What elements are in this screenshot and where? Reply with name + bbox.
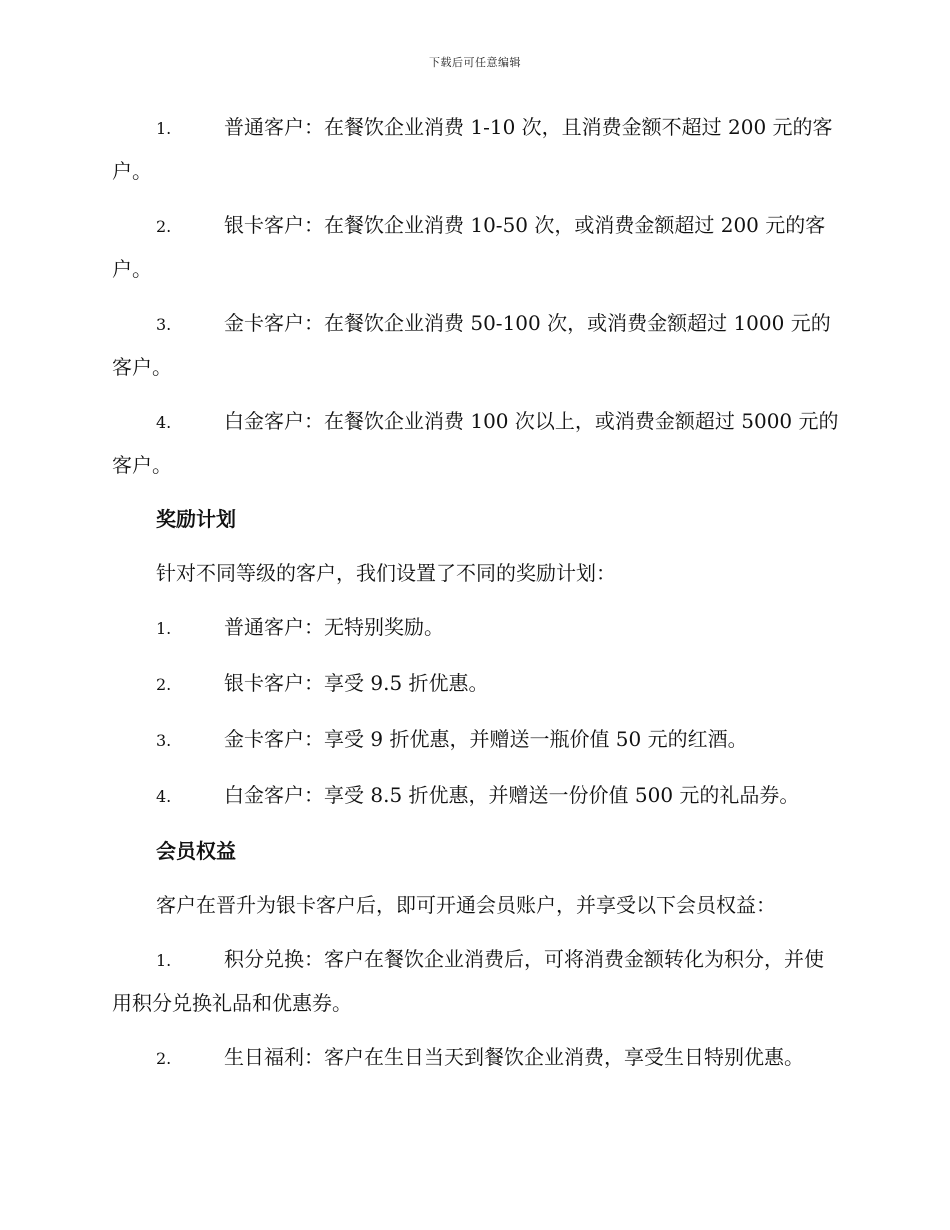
- benefit-item-1: [112, 938, 842, 1024]
- list-number: 2.: [156, 217, 172, 236]
- list-text: 银卡客户：享受 9.5 折优惠。: [224, 671, 489, 695]
- list-text: 积分兑换：客户在餐饮企业消费后，可将消费金额转化为积分，并使用积分兑换礼品和优惠券。: [112, 947, 824, 1015]
- tier-item-3: [112, 302, 842, 388]
- list-text: 白金客户：在餐饮企业消费 100 次以上，或消费金额超过 5000 元的客户。: [112, 409, 839, 477]
- list-text: 金卡客户：在餐饮企业消费 50-100 次，或消费金额超过 1000 元的客户。: [112, 311, 831, 379]
- reward-item-1: [112, 606, 842, 650]
- page-header: 下载后可任意编辑: [429, 56, 521, 69]
- list-text: 银卡客户：在餐饮企业消费 10-50 次，或消费金额超过 200 元的客户。: [112, 213, 826, 281]
- rewards-heading: 奖励计划: [156, 507, 236, 531]
- list-text: 生日福利：客户在生日当天到餐饮企业消费，享受生日特别优惠。: [224, 1045, 804, 1069]
- list-number: 3.: [156, 731, 172, 750]
- list-text: 普通客户：在餐饮企业消费 1-10 次，且消费金额不超过 200 元的客户。: [112, 115, 833, 183]
- list-number: 4.: [156, 413, 172, 432]
- list-text: 白金客户：享受 8.5 折优惠，并赠送一份价值 500 元的礼品券。: [224, 783, 800, 807]
- benefits-intro: 客户在晋升为银卡客户后，即可开通会员账户，并享受以下会员权益：: [156, 893, 776, 917]
- tier-item-1: [112, 106, 842, 192]
- list-number: 4.: [156, 787, 172, 806]
- list-number: 1.: [156, 619, 172, 638]
- list-text: 金卡客户：享受 9 折优惠，并赠送一瓶价值 50 元的红酒。: [224, 727, 748, 751]
- rewards-intro: 针对不同等级的客户，我们设置了不同的奖励计划：: [156, 561, 616, 585]
- list-number: 1.: [156, 951, 172, 970]
- tier-item-4: [112, 400, 842, 486]
- list-number: 2.: [156, 675, 172, 694]
- list-number: 3.: [156, 315, 172, 334]
- reward-item-2: [112, 662, 842, 706]
- list-text: 普通客户：无特别奖励。: [224, 615, 444, 639]
- benefit-item-2: [112, 1036, 842, 1080]
- list-number: 1.: [156, 119, 172, 138]
- list-number: 2.: [156, 1049, 172, 1068]
- benefits-heading: 会员权益: [156, 839, 236, 863]
- document-body: [112, 106, 842, 1092]
- tier-item-2: [112, 204, 842, 290]
- reward-item-3: [112, 718, 842, 762]
- reward-item-4: [112, 774, 842, 818]
